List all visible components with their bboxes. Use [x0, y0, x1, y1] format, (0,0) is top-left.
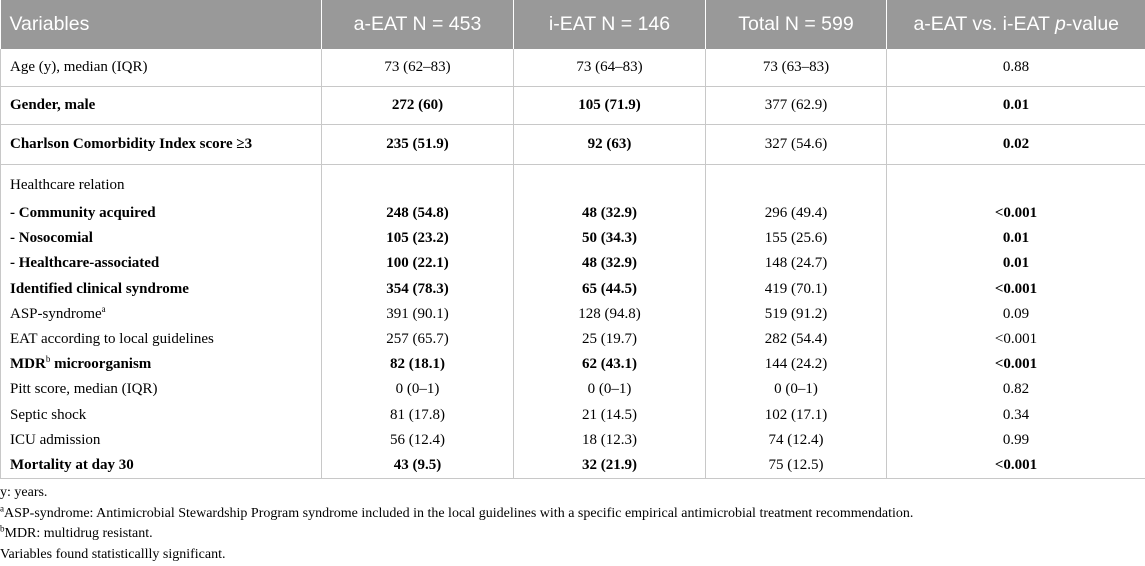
- footnote-marker: a: [0, 502, 4, 513]
- cell-total: 75 (12.5): [706, 453, 887, 479]
- cell-aeat: 56 (12.4): [322, 428, 514, 453]
- cell-aeat: 100 (22.1): [322, 251, 514, 276]
- row-label: ICU admission: [1, 428, 322, 453]
- cell-pvalue: 0.01: [887, 226, 1145, 251]
- cell-pvalue: 0.88: [887, 49, 1145, 87]
- cell-ieat: 48 (32.9): [514, 201, 706, 226]
- cell-aeat: 105 (23.2): [322, 226, 514, 251]
- cell-pvalue: 0.02: [887, 125, 1145, 165]
- header-pvalue-suffix: -value: [1065, 13, 1120, 35]
- header-pvalue: [887, 0, 1145, 49]
- cell-aeat: 272 (60): [322, 87, 514, 125]
- cell-ieat: 128 (94.8): [514, 302, 706, 327]
- row-label-tail: microorganism: [50, 356, 152, 373]
- cell-aeat: [322, 165, 514, 202]
- table-header-row: [1, 0, 1145, 49]
- row-label: Pitt score, median (IQR): [1, 377, 322, 402]
- cell-aeat: 0 (0–1): [322, 377, 514, 402]
- row-label-text: MDR: [10, 356, 46, 373]
- row-label: Identified clinical syndrome: [1, 277, 322, 302]
- table-row: [1, 226, 1145, 251]
- cell-pvalue: <0.001: [887, 277, 1145, 302]
- cell-pvalue: 0.01: [887, 87, 1145, 125]
- cell-ieat: 25 (19.7): [514, 327, 706, 352]
- cell-aeat: 257 (65.7): [322, 327, 514, 352]
- table-row: [1, 453, 1145, 479]
- cell-ieat: 92 (63): [514, 125, 706, 165]
- cell-ieat: 32 (21.9): [514, 453, 706, 479]
- header-pvalue-italic: p: [1055, 13, 1066, 35]
- cell-total: 74 (12.4): [706, 428, 887, 453]
- row-label: - Nosocomial: [1, 226, 322, 251]
- table-row: [1, 165, 1145, 202]
- table-footnotes: [0, 483, 913, 565]
- cell-total: 148 (24.7): [706, 251, 887, 276]
- cell-ieat: [514, 165, 706, 202]
- row-label: [1, 302, 322, 327]
- cell-ieat: 65 (44.5): [514, 277, 706, 302]
- footnote-text: MDR: multidrug resistant.: [4, 526, 153, 541]
- cell-ieat: 105 (71.9): [514, 87, 706, 125]
- cell-total: 144 (24.2): [706, 352, 887, 377]
- footnote-text: ASP-syndrome: Antimicrobial Stewardship Program syndrome included in the local guidelines with a specific empirical antimicrobial treatment recommendation.: [4, 505, 914, 521]
- footnote-asp: [0, 504, 913, 525]
- cell-pvalue: <0.001: [887, 453, 1145, 479]
- table-row: [1, 403, 1145, 428]
- footnote-years: y: years.: [0, 485, 48, 500]
- cell-total: 519 (91.2): [706, 302, 887, 327]
- table-row: [1, 251, 1145, 276]
- cell-total: [706, 165, 887, 202]
- cell-total: 73 (63–83): [706, 49, 887, 87]
- cell-aeat: 73 (62–83): [322, 49, 514, 87]
- cell-aeat: 235 (51.9): [322, 125, 514, 165]
- footnote-marker: a: [101, 303, 106, 314]
- row-label-text: ASP-syndrome: [10, 305, 102, 322]
- cell-pvalue: 0.01: [887, 251, 1145, 276]
- cell-ieat: 73 (64–83): [514, 49, 706, 87]
- cell-ieat: 62 (43.1): [514, 352, 706, 377]
- row-label: [1, 352, 322, 377]
- footnote-significance: Variables found statisticallly significant.: [0, 546, 226, 562]
- table-row: [1, 377, 1145, 402]
- cell-pvalue: 0.82: [887, 377, 1145, 402]
- cell-total: 102 (17.1): [706, 403, 887, 428]
- row-label: - Community acquired: [1, 201, 322, 226]
- header-pvalue-prefix: a-EAT vs. i-EAT: [913, 13, 1056, 35]
- row-label: - Healthcare-associated: [1, 251, 322, 276]
- table-row: [1, 87, 1145, 125]
- cell-aeat: 248 (54.8): [322, 201, 514, 226]
- cell-aeat: 391 (90.1): [322, 302, 514, 327]
- row-label: Healthcare relation: [1, 165, 322, 202]
- footnote-marker: b: [45, 354, 51, 365]
- cell-total: 282 (54.4): [706, 327, 887, 352]
- row-label: Septic shock: [1, 403, 322, 428]
- cell-total: 377 (62.9): [706, 87, 887, 125]
- table-row: [1, 125, 1145, 165]
- header-ieat: i-EAT N = 146: [514, 0, 706, 49]
- table-row: [1, 327, 1145, 352]
- cell-pvalue: <0.001: [887, 201, 1145, 226]
- cell-total: 0 (0–1): [706, 377, 887, 402]
- row-label: Gender, male: [1, 87, 322, 125]
- footnote-marker: b: [0, 523, 5, 534]
- row-label: Mortality at day 30: [1, 453, 322, 479]
- footnote-mdr: [0, 524, 913, 545]
- row-label: Charlson Comorbidity Index score ≥3: [1, 125, 322, 165]
- cell-aeat: 354 (78.3): [322, 277, 514, 302]
- header-variables: Variables: [1, 0, 322, 49]
- cell-total: 327 (54.6): [706, 125, 887, 165]
- table-row: [1, 302, 1145, 327]
- cell-aeat: 82 (18.1): [322, 352, 514, 377]
- row-label: Age (y), median (IQR): [1, 49, 322, 87]
- cell-pvalue: 0.09: [887, 302, 1145, 327]
- cell-pvalue: [887, 165, 1145, 202]
- cell-total: 155 (25.6): [706, 226, 887, 251]
- cell-pvalue: 0.99: [887, 428, 1145, 453]
- cell-aeat: 81 (17.8): [322, 403, 514, 428]
- cell-aeat: 43 (9.5): [322, 453, 514, 479]
- table-row: [1, 277, 1145, 302]
- cell-ieat: 48 (32.9): [514, 251, 706, 276]
- table-row: [1, 352, 1145, 377]
- table-row: [1, 201, 1145, 226]
- cell-ieat: 21 (14.5): [514, 403, 706, 428]
- cell-pvalue: 0.34: [887, 403, 1145, 428]
- table-row: [1, 428, 1145, 453]
- cell-total: 296 (49.4): [706, 201, 887, 226]
- row-label: EAT according to local guidelines: [1, 327, 322, 352]
- header-total: Total N = 599: [706, 0, 887, 49]
- cell-ieat: 0 (0–1): [514, 377, 706, 402]
- cell-pvalue: <0.001: [887, 352, 1145, 377]
- cell-ieat: 50 (34.3): [514, 226, 706, 251]
- header-aeat: a-EAT N = 453: [322, 0, 514, 49]
- table-row: [1, 49, 1145, 87]
- cell-pvalue: <0.001: [887, 327, 1145, 352]
- cell-total: 419 (70.1): [706, 277, 887, 302]
- cell-ieat: 18 (12.3): [514, 428, 706, 453]
